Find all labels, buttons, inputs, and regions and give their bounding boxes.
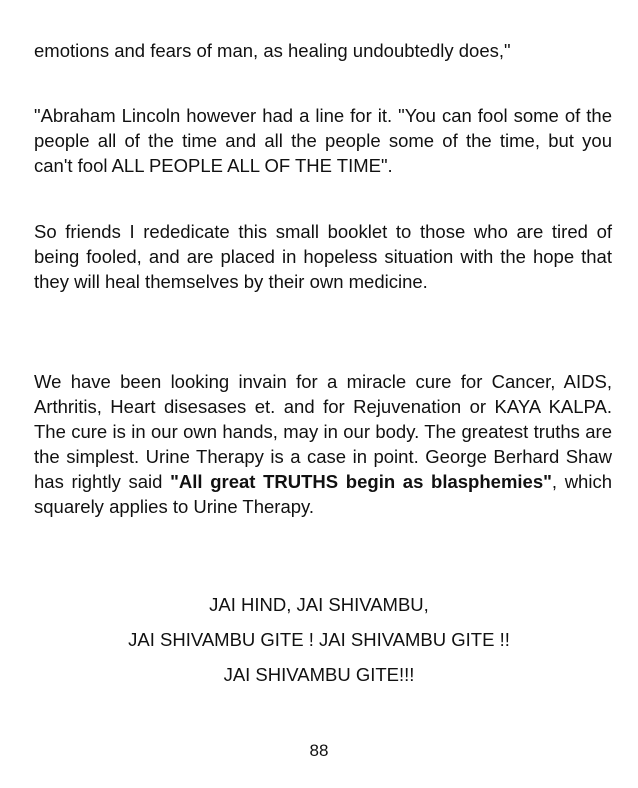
paragraph-rededication: So friends I rededicate this small booklet to those who are tired of being fooled, and are placed in hopeless situation with the hope that they will heal themselves by their own medicine. bbox=[34, 221, 612, 292]
paragraph-emotions: emotions and fears of man, as healing undoubtedly does," bbox=[34, 40, 511, 61]
paragraph-miracle-cure bbox=[34, 369, 612, 519]
slogan-line-2: JAI SHIVAMBU GITE ! JAI SHIVAMBU GITE !! bbox=[128, 629, 510, 650]
slogan-line-1: JAI HIND, JAI SHIVAMBU, bbox=[209, 594, 429, 615]
miracle-cure-text: We have been looking invain for a miracle cure for Cancer, AIDS, Arthritis, Heart disesases et. and for Rejuvenation or KAYA KALPA. The cure is in our own hands, may in our body. The greatest truths are the simplest. Urine Therapy is a case in point. George Berhard Shaw has rightly said bbox=[34, 371, 612, 492]
slogan-line-3: JAI SHIVAMBU GITE!!! bbox=[223, 664, 415, 685]
miracle-cure-text-end: , which squarely applies to Urine Therapy. bbox=[34, 471, 612, 517]
shaw-quote: "All great TRUTHS begin as blasphemies" bbox=[170, 471, 552, 492]
page-number: 88 bbox=[309, 741, 329, 760]
paragraph-lincoln-quote: "Abraham Lincoln however had a line for it. "You can fool some of the people all of the time and all the people some of the time, but you can't fool ALL PEOPLE ALL OF THE TIME". bbox=[34, 105, 612, 176]
